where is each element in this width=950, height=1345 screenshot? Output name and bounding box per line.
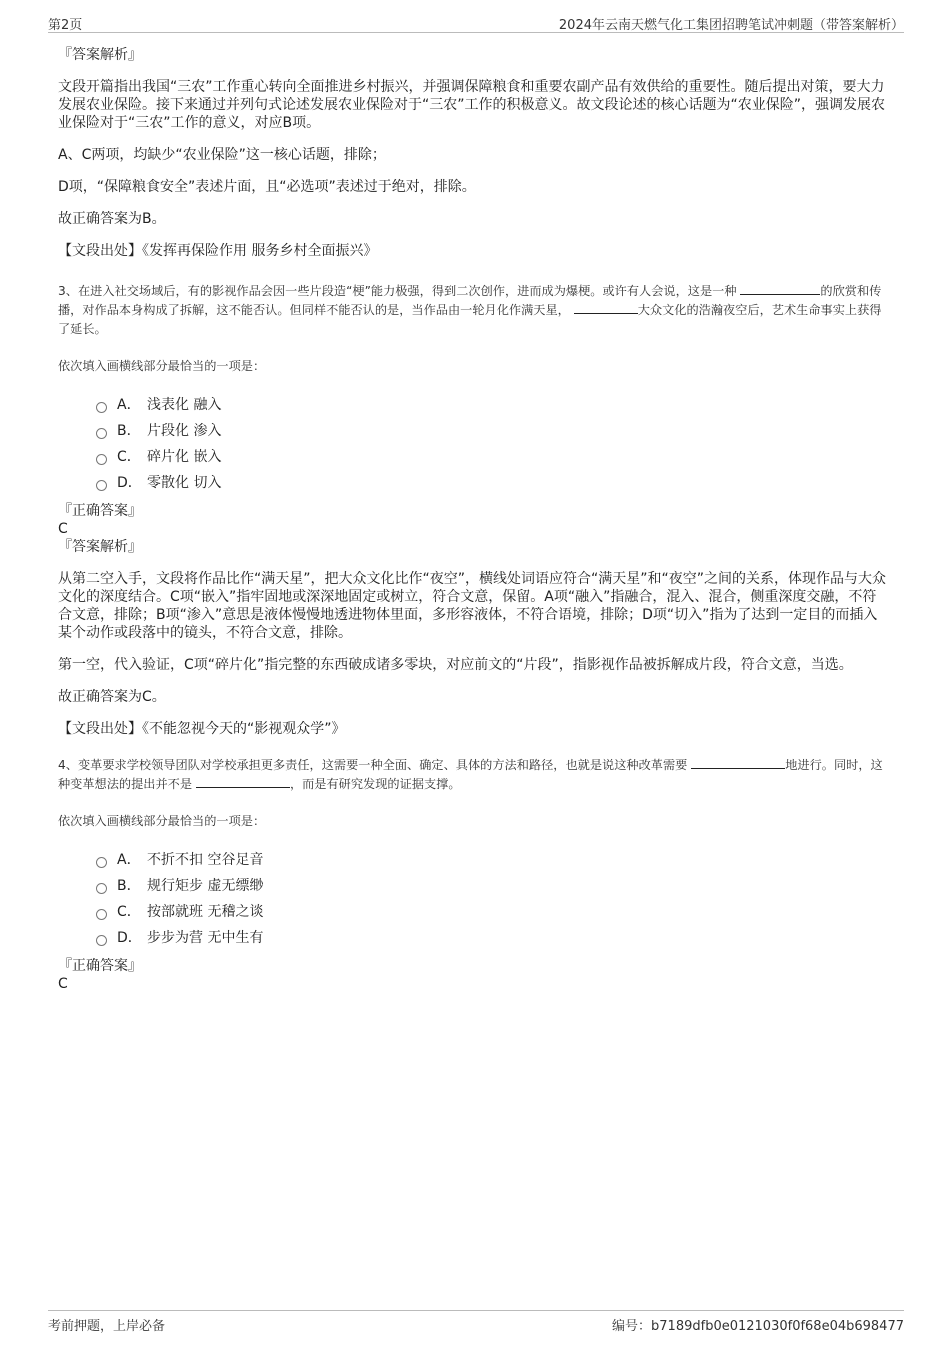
radio-icon[interactable] xyxy=(96,857,107,868)
correct-answer: C xyxy=(58,521,68,537)
fill-blank xyxy=(740,282,820,295)
option-b[interactable]: B． 片段化 渗入 xyxy=(96,418,888,444)
analysis-conclusion: 故正确答案为B。 xyxy=(58,211,166,227)
option-b[interactable]: B． 规行矩步 虚无缥缈 xyxy=(96,873,888,899)
passage-source: 【文段出处】《发挥再保险作用 服务乡村全面振兴》 xyxy=(58,243,378,259)
analysis-paragraph: 第一空，代入验证，C项“碎片化”指完整的东西破成诸多零块，对应前文的“片段”，指影视作品被拆解成片段，符合文意，当选。 xyxy=(58,657,853,673)
question-3-options xyxy=(96,392,888,496)
fill-blank xyxy=(691,756,785,769)
radio-icon[interactable] xyxy=(96,935,107,946)
page-footer xyxy=(48,1310,904,1335)
radio-icon[interactable] xyxy=(96,909,107,920)
footer-slogan: 考前押题，上岸必备 xyxy=(48,1319,166,1334)
document-title: 2024年云南天燃气化工集团招聘笔试冲刺题（带答案解析） xyxy=(558,18,904,33)
radio-icon[interactable] xyxy=(96,402,107,413)
correct-answer: C xyxy=(58,976,68,992)
question-4-options xyxy=(96,847,888,951)
passage-source: 【文段出处】《不能忽视今天的“影视观众学”》 xyxy=(58,721,346,737)
option-d[interactable]: D． 步步为营 无中生有 xyxy=(96,925,888,951)
analysis-paragraph: A、C两项，均缺少“农业保险”这一核心话题，排除； xyxy=(58,147,386,163)
question-3-text: 3、在进入社交场域后，有的影视作品会因一些片段造“梗”能力极强，得到二次创作，进而成为爆梗。或许有人会说，这是一种 的欣赏和传播，对作品本身构成了拆解，这不能否认。但同样不能否认的是，当作品由一轮月化作满天星， 大众文化的浩瀚夜空后，艺术生命事实上获得了延长。 xyxy=(58,284,882,336)
page-number: 第2页 xyxy=(48,18,83,33)
fill-blank xyxy=(196,775,290,788)
correct-answer-label: 『正确答案』 xyxy=(58,958,142,974)
question-4-text: 4、变革要求学校领导团队对学校承担更多责任，这需要一种全面、确定、具体的方法和路径，也就是说这种改革需要 地进行。同时，这种变革想法的提出并不是 ，而是有研究发现的证据支撑。 xyxy=(58,758,883,791)
option-a[interactable]: A． 不折不扣 空谷足音 xyxy=(96,847,888,873)
radio-icon[interactable] xyxy=(96,428,107,439)
analysis-paragraph: D项，“保障粮食安全”表述片面，且“必选项”表述过于绝对，排除。 xyxy=(58,179,476,195)
analysis-label: 『答案解析』 xyxy=(58,539,142,555)
correct-answer-label: 『正确答案』 xyxy=(58,503,142,519)
radio-icon[interactable] xyxy=(96,454,107,465)
option-c[interactable]: C． 按部就班 无稽之谈 xyxy=(96,899,888,925)
question-4-prompt: 依次填入画横线部分最恰当的一项是： xyxy=(58,814,266,828)
analysis-paragraph: 文段开篇指出我国“三农”工作重心转向全面推进乡村振兴，并强调保障粮食和重要农副产品有效供给的重要性。随后提出对策，要大力发展农业保险。接下来通过并列句式论述发展农业保险对于“三农”工作的积极意义。故文段论述的核心话题为“农业保险”，强调发展农业保险对于“三农”工作的意义，对应B项。 xyxy=(58,79,886,131)
radio-icon[interactable] xyxy=(96,480,107,491)
question-3-prompt: 依次填入画横线部分最恰当的一项是： xyxy=(58,359,266,373)
fill-blank xyxy=(574,301,638,314)
radio-icon[interactable] xyxy=(96,883,107,894)
option-a[interactable]: A． 浅表化 融入 xyxy=(96,392,888,418)
analysis-paragraph: 从第二空入手，文段将作品比作“满天星”，把大众文化比作“夜空”，横线处词语应符合“满天星”和“夜空”之间的关系，体现作品与大众文化的深度结合。C项“嵌入”指牢固地或深深地固定或树立，符合文意，保留。A项“融入”指融合，混入、混合，侧重深度交融，不符合文意，排除；B项“渗入”意思是液体慢慢地透进物体里面，多形容液体，不符合语境，排除；D项“切入”指为了达到一定目的而插入某个动作或段落中的镜头，不符合文意，排除。 xyxy=(58,571,887,641)
analysis-conclusion: 故正确答案为C。 xyxy=(58,689,166,705)
option-d[interactable]: D． 零散化 切入 xyxy=(96,470,888,496)
analysis-label: 『答案解析』 xyxy=(58,47,142,63)
page-header xyxy=(48,12,904,33)
document-code: 编号：b7189dfb0e0121030f0f68e04b698477 xyxy=(612,1319,904,1334)
page-content xyxy=(58,46,888,993)
option-c[interactable]: C． 碎片化 嵌入 xyxy=(96,444,888,470)
